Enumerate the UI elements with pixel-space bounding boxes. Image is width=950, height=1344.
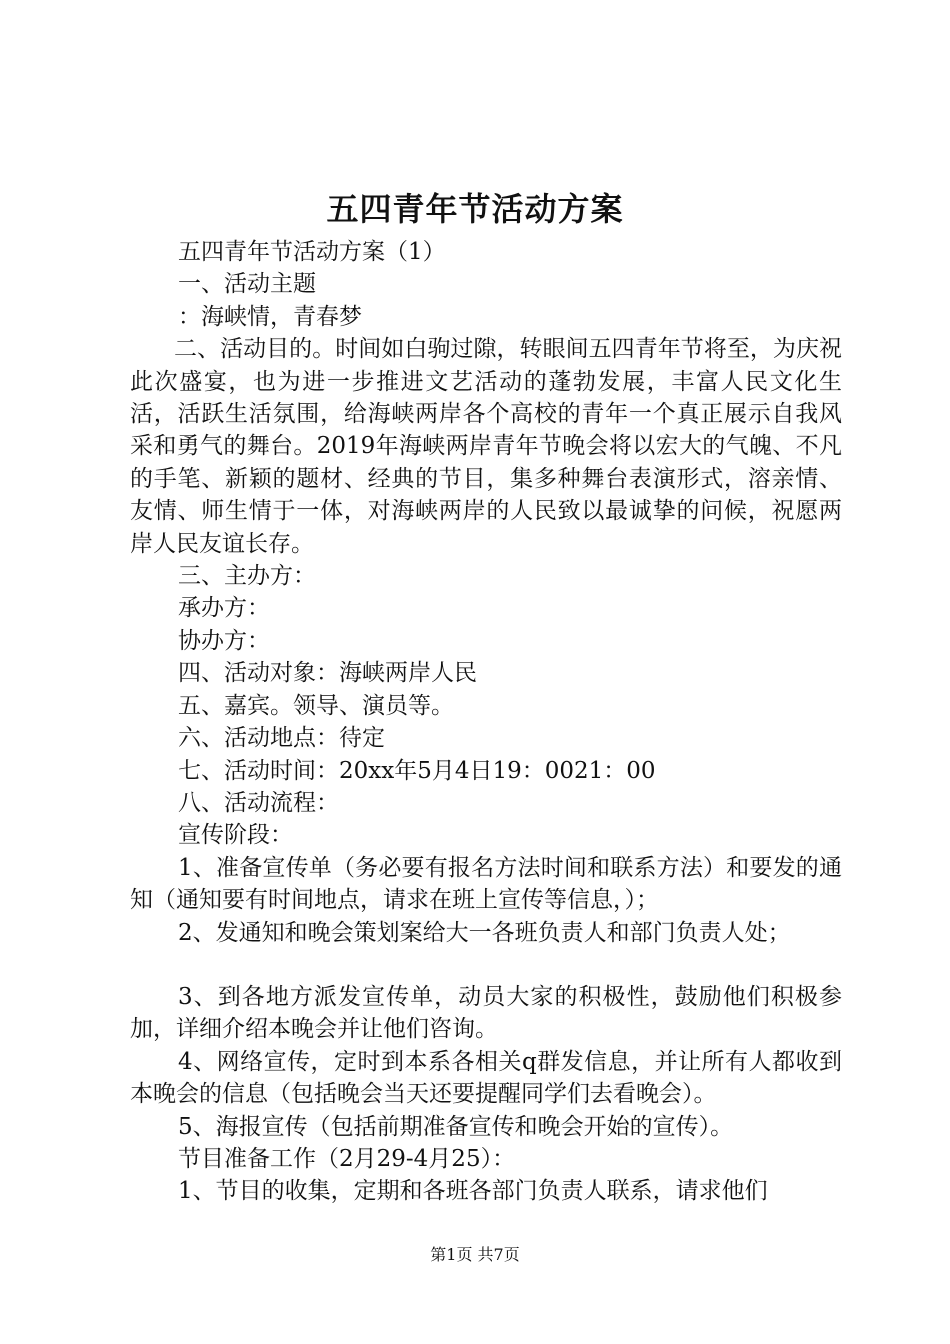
paragraph-audience: 四、活动对象：海峡两岸人民 [178, 660, 477, 687]
paragraph-publicity-item-5: 5、海报宣传（包括前期准备宣传和晚会开始的宣传）。 [178, 1113, 734, 1140]
paragraph-program-prep: 节目准备工作（2月29-4月25）： [178, 1145, 516, 1172]
paragraph-process: 八、活动流程： [178, 789, 339, 816]
paragraph-publicity-item-1: 1、准备宣传单（务必要有报名方法时间和联系方法）和要发的通知（通知要有时间地点，请求在班上宣传等信息，）； [130, 854, 842, 914]
document-title: 五四青年节活动方案 [326, 190, 624, 228]
paragraph-publicity-item-4: 4、网络宣传，定时到本系各相关q群发信息，并让所有人都收到本晚会的信息（包括晚会当天还要提醒同学们去看晚会）。 [130, 1048, 842, 1108]
paragraph-purpose: 二、活动目的。时间如白驹过隙，转眼间五四青年节将至，为庆祝此次盛宴，也为进一步推进文艺活动的蓬勃发展，丰富人民文化生活，活跃生活氛围，给海峡两岸各个高校的青年一个真正展示自我风采和勇气的舞台。2019年海峡两岸青年节晚会将以宏大的气魄、不凡的手笔、新颖的题材、经典的节目，集多种舞台表演形式，溶亲情、友情、师生情于一体，对海峡两岸的人民致以最诚挚的问候，祝愿两岸人民友谊长存。 [130, 336, 842, 557]
paragraph-program-item-1: 1、节目的收集，定期和各班各部门负责人联系，请求他们 [178, 1178, 768, 1205]
page-footer: 第1页 共7页 [430, 1245, 520, 1264]
paragraph-subtitle: 五四青年节活动方案（1） [178, 239, 446, 265]
paragraph-theme-value: ：海峡情，青春梦 [178, 303, 362, 330]
document-body [130, 236, 842, 1208]
paragraph-publicity-item-2: 2、发通知和晚会策划案给大一各班负责人和部门负责人处； [178, 919, 791, 946]
paragraph-time: 七、活动时间：20xx年5月4日19：0021：00 [178, 757, 656, 784]
paragraph-publicity-stage: 宣传阶段： [178, 822, 293, 849]
paragraph-co-organizer: 协办方： [178, 627, 270, 654]
paragraph-section-theme: 一、活动主题 [178, 271, 316, 298]
paragraph-undertaker: 承办方： [178, 595, 270, 622]
paragraph-publicity-item-3: 3、到各地方派发宣传单，动员大家的积极性，鼓励他们积极参加，详细介绍本晚会并让他们咨询。 [130, 983, 842, 1043]
paragraph-guests: 五、嘉宾。领导、演员等。 [178, 692, 454, 719]
paragraph-organizer: 三、主办方： [178, 563, 316, 590]
paragraph-venue: 六、活动地点：待定 [178, 725, 385, 752]
